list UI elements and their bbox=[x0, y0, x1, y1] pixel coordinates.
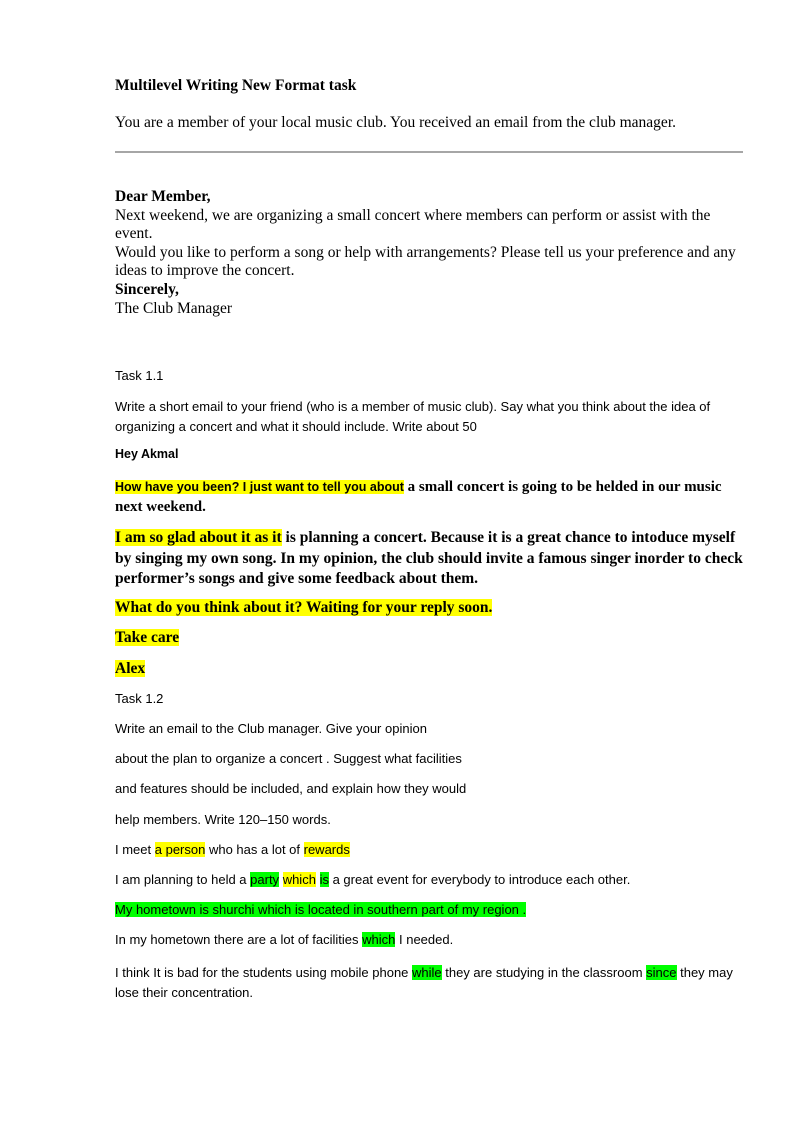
answer-paragraph-2 bbox=[115, 528, 745, 590]
task-1-2-line: help members. Write 120–150 words. bbox=[115, 812, 331, 827]
letter-body-2: Would you like to perform a song or help with arrangements? Please tell us your preference and any ideas to improve the concert. bbox=[115, 243, 736, 280]
example-sentence-2 bbox=[115, 872, 745, 887]
sentence-text: they are studying in the classroom bbox=[441, 965, 647, 980]
task-1-2-line: and features should be included, and explain how they would bbox=[115, 781, 467, 796]
manager-letter bbox=[115, 188, 745, 318]
answer-paragraph-1 bbox=[115, 477, 745, 517]
answer-paragraph-3 bbox=[115, 599, 745, 617]
sentence-text: I meet bbox=[115, 842, 155, 857]
highlighted-text: How have you been? I just want to tell you about bbox=[115, 480, 404, 494]
example-sentence-5 bbox=[115, 963, 745, 1003]
highlighted-text: which bbox=[282, 872, 316, 887]
email-signoff bbox=[115, 629, 745, 647]
letter-greeting: Dear Member, bbox=[115, 188, 211, 205]
task-1-1-heading: Task 1.1 bbox=[115, 368, 164, 383]
highlighted-text: since bbox=[646, 965, 677, 980]
task-1-2-heading: Task 1.2 bbox=[115, 691, 164, 706]
sentence-text: In my hometown there are a lot of facilities bbox=[115, 932, 363, 947]
sentence-text: they may lose their concentration. bbox=[115, 965, 733, 1000]
highlighted-text: My hometown is shurchi which is located in southern part of my region . bbox=[115, 902, 527, 917]
task-1-1-description: Write a short email to your friend (who is a member of music club). Say what you think about the idea of organizing a concert and what it should include. Write about 50 bbox=[115, 399, 711, 434]
highlighted-text: which bbox=[362, 932, 396, 947]
letter-closing: Sincerely, bbox=[115, 280, 179, 298]
sentence-text: who has a lot of bbox=[205, 842, 304, 857]
example-sentence-4 bbox=[115, 932, 745, 947]
sentence-text: I think It is bad for the students using mobile phone bbox=[115, 965, 413, 980]
example-sentence-1 bbox=[115, 842, 745, 857]
task-1-2-line: Write an email to the Club manager. Give your opinion bbox=[115, 721, 427, 736]
highlighted-text: party bbox=[250, 872, 280, 887]
highlighted-text: is bbox=[319, 872, 329, 887]
document-title: Multilevel Writing New Format task bbox=[115, 77, 357, 94]
email-signature bbox=[115, 660, 745, 678]
highlighted-text: Alex bbox=[115, 660, 146, 677]
task-intro: You are a member of your local music club. You received an email from the club manager. bbox=[115, 114, 676, 131]
email-salutation: Hey Akmal bbox=[115, 447, 179, 461]
sentence-text: I needed. bbox=[395, 932, 454, 947]
sentence-text: a great event for everybody to introduce each other. bbox=[328, 872, 631, 887]
highlighted-text: I am so glad about it as it bbox=[115, 529, 282, 546]
horizontal-rule bbox=[115, 151, 743, 153]
paragraph-text: a small concert is going to be helded in our music next weekend. bbox=[115, 479, 722, 515]
highlighted-text: a person bbox=[154, 842, 206, 857]
highlighted-text: What do you think about it? Waiting for your reply soon. bbox=[115, 599, 493, 616]
letter-signature: The Club Manager bbox=[115, 299, 233, 317]
paragraph-text: is planning a concert. Because it is a great chance to intoduce myself by singing my own song. In my opinion, the club should invite a famous singer inorder to check performer’s songs and give some feedback about them. bbox=[115, 529, 743, 587]
task-1-2-line: about the plan to organize a concert . Suggest what facilities bbox=[115, 751, 462, 766]
highlighted-text: rewards bbox=[303, 842, 350, 857]
example-sentence-3 bbox=[115, 902, 745, 917]
sentence-text: I am planning to held a bbox=[115, 872, 251, 887]
letter-body-1: Next weekend, we are organizing a small concert where members can perform or assist with the event. bbox=[115, 206, 711, 243]
highlighted-text: while bbox=[412, 965, 442, 980]
highlighted-text: Take care bbox=[115, 629, 180, 646]
